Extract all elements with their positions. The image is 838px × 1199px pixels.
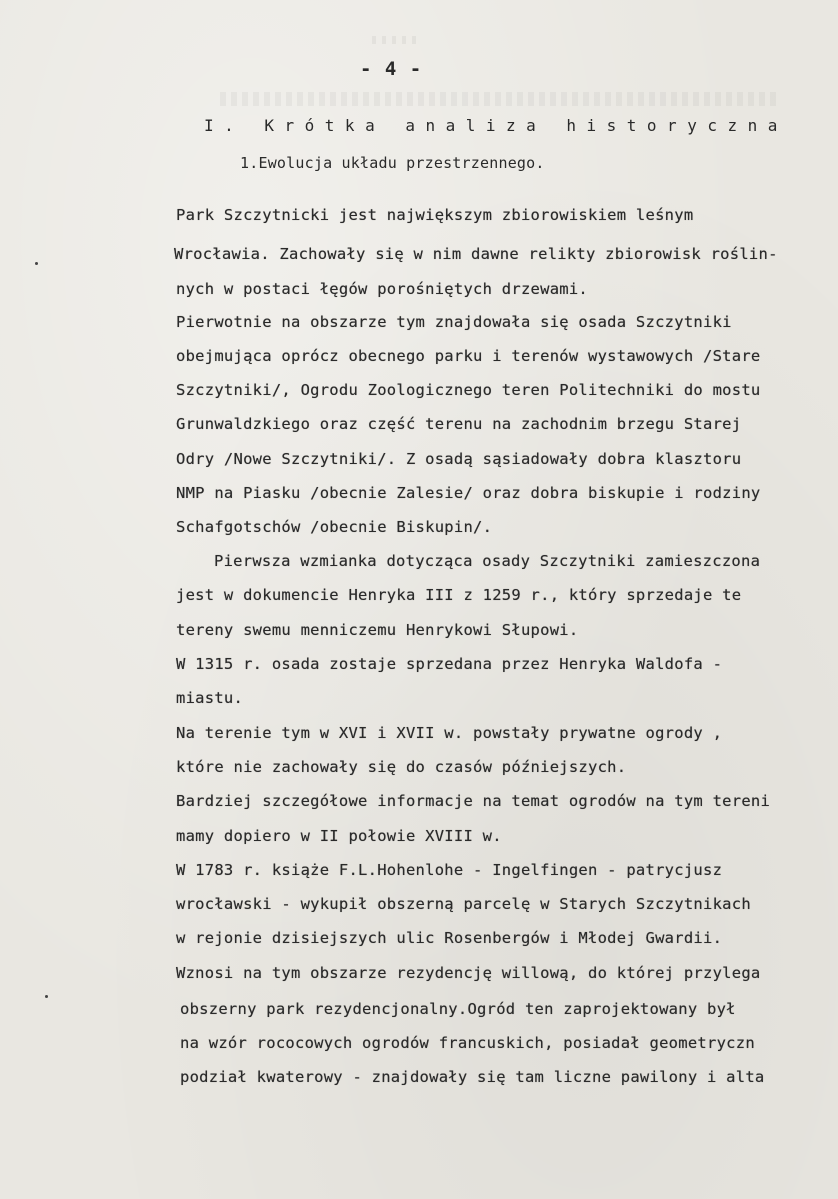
text-line: Pierwotnie na obszarze tym znajdowała się osada Szczytniki bbox=[176, 313, 732, 331]
text-line: nych w postaci łęgów porośniętych drzewami. bbox=[176, 280, 589, 298]
text-line: podział kwaterowy - znajdowały się tam liczne pawilony i alta bbox=[180, 1068, 765, 1086]
subsection-title: 1.Ewolucja układu przestrzennego. bbox=[240, 154, 545, 172]
text-line: NMP na Piasku /obecnie Zalesie/ oraz dobra biskupie i rodziny bbox=[176, 484, 761, 502]
text-line: tereny swemu menniczemu Henrykowi Słupowi. bbox=[176, 621, 579, 639]
text-line: mamy dopiero w II połowie XVIII w. bbox=[176, 827, 502, 845]
text-line: które nie zachowały się do czasów późniejszych. bbox=[176, 758, 627, 776]
text-line: miastu. bbox=[176, 689, 244, 707]
text-line: Bardziej szczegółowe informacje na temat ogrodów na tym tereni bbox=[176, 792, 771, 810]
text-line: Schafgotschów /obecnie Biskupin/. bbox=[176, 518, 493, 536]
ghost-marks-header bbox=[220, 92, 780, 106]
text-line: Wznosi na tym obszarze rezydencję willową, do której przylega bbox=[176, 964, 761, 982]
text-line: wrocławski - wykupił obszerną parcelę w Starych Szczytnikach bbox=[176, 895, 751, 913]
ghost-marks-top bbox=[372, 36, 420, 44]
text-line: Park Szczytnicki jest największym zbiorowiskiem leśnym bbox=[176, 206, 694, 224]
text-line: na wzór rococowych ogrodów francuskich, posiadał geometryczn bbox=[180, 1034, 755, 1052]
margin-dot bbox=[35, 262, 38, 265]
text-line: W 1315 r. osada zostaje sprzedana przez Henryka Waldofa - bbox=[176, 655, 723, 673]
text-line: Odry /Nowe Szczytniki/. Z osadą sąsiadowały dobra klasztoru bbox=[176, 450, 742, 468]
text-line: obszerny park rezydencjonalny.Ogród ten zaprojektowany był bbox=[180, 1000, 736, 1018]
text-line: w rejonie dzisiejszych ulic Rosenbergów i Młodej Gwardii. bbox=[176, 929, 723, 947]
text-line: Wrocławia. Zachowały się w nim dawne relikty zbiorowisk roślin- bbox=[174, 245, 778, 263]
text-line: Na terenie tym w XVI i XVII w. powstały prywatne ogrody , bbox=[176, 724, 723, 742]
text-line: Szczytniki/, Ogrodu Zoologicznego teren Politechniki do mostu bbox=[176, 381, 761, 399]
text-line: W 1783 r. książe F.L.Hohenlohe - Ingelfingen - patrycjusz bbox=[176, 861, 723, 879]
section-title: I. Krótka analiza historyczna bbox=[204, 116, 788, 135]
page-number: - 4 - bbox=[360, 58, 423, 80]
text-line: Pierwsza wzmianka dotycząca osady Szczytniki zamieszczona bbox=[214, 552, 761, 570]
margin-dot bbox=[45, 995, 48, 998]
text-line: obejmująca oprócz obecnego parku i terenów wystawowych /Stare bbox=[176, 347, 761, 365]
text-line: Grunwaldzkiego oraz część terenu na zachodnim brzegu Starej bbox=[176, 415, 742, 433]
text-line: jest w dokumencie Henryka III z 1259 r., który sprzedaje te bbox=[176, 586, 742, 604]
